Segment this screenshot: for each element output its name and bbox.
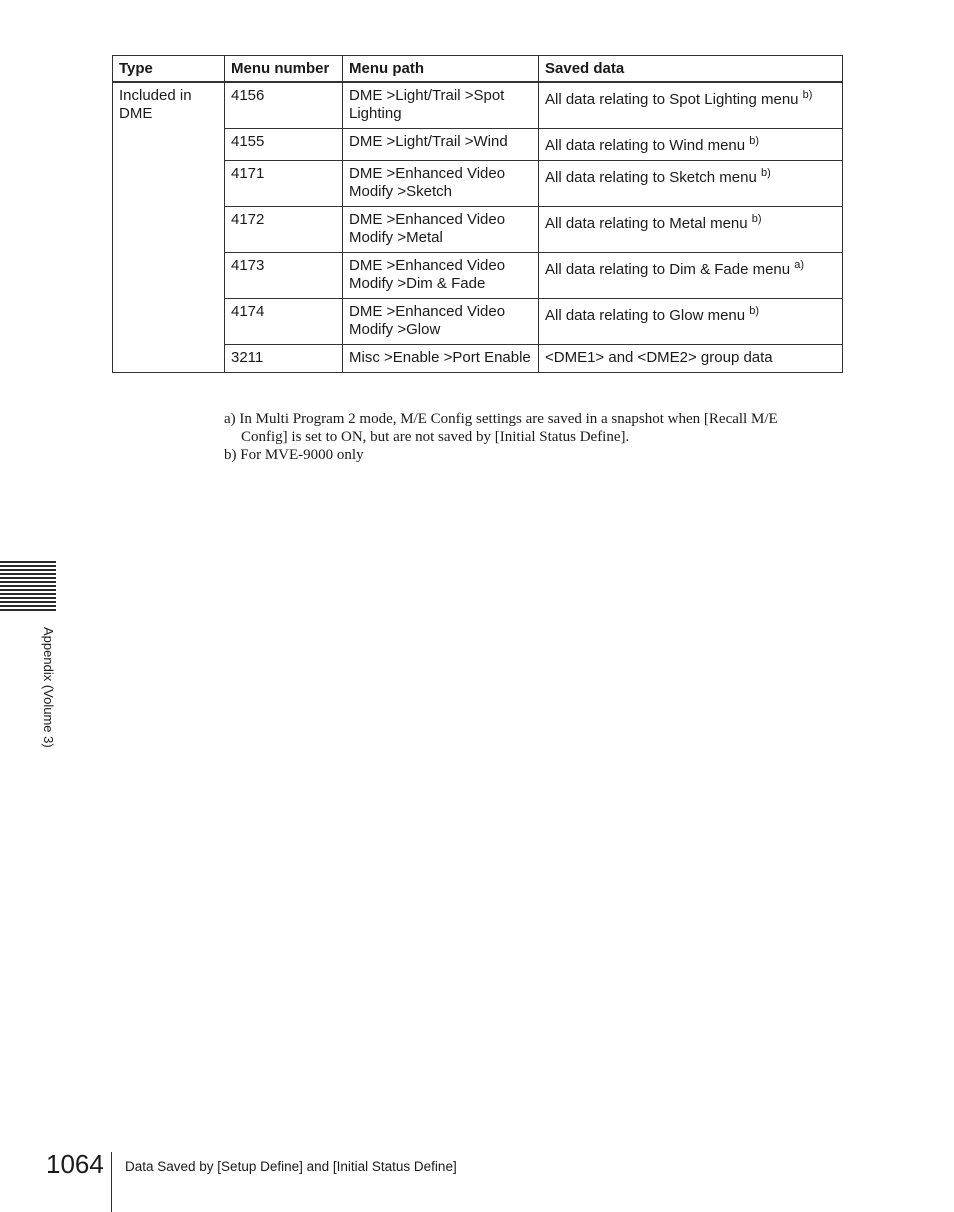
saved-data-cell [539, 129, 843, 161]
footnote-ref: a) [794, 259, 805, 271]
header-saved-data: Saved data [539, 56, 843, 83]
menu-number-cell: 4173 [225, 253, 343, 299]
header-menu-path: Menu path [343, 56, 539, 83]
header-menu-number: Menu number [225, 56, 343, 83]
menu-path-cell: Misc >Enable >Port Enable [343, 345, 539, 373]
menu-number-cell: 4155 [225, 129, 343, 161]
menu-number-cell: 4171 [225, 161, 343, 207]
saved-data-cell [539, 299, 843, 345]
footnote-ref: b) [749, 305, 760, 317]
saved-data-cell [539, 207, 843, 253]
saved-data-text: All data relating to Sketch menu [545, 169, 757, 186]
footnote-ref: b) [802, 89, 813, 101]
table-row [113, 82, 843, 129]
footer-divider [111, 1152, 112, 1212]
footer-title: Data Saved by [Setup Define] and [Initial Status Define] [125, 1159, 457, 1174]
page-number: 1064 [46, 1149, 104, 1179]
saved-data-cell [539, 253, 843, 299]
section-label: Appendix (Volume 3) [41, 627, 56, 748]
menu-path-cell: DME >Enhanced Video Modify >Glow [343, 299, 539, 345]
saved-data-text: All data relating to Glow menu [545, 307, 746, 324]
footnote-ref: b) [749, 135, 760, 147]
footnotes [224, 410, 824, 464]
menu-path-cell: DME >Light/Trail >Wind [343, 129, 539, 161]
menu-path-cell: DME >Enhanced Video Modify >Metal [343, 207, 539, 253]
section-tab-marker [0, 561, 56, 613]
footnote-a: a) In Multi Program 2 mode, M/E Config settings are saved in a snapshot when [Recall M/E Config] is set to ON, but are not saved by [Initial Status Define]. [224, 411, 778, 445]
footnote-b: b) For MVE-9000 only [224, 447, 364, 463]
type-cell: Included in DME [113, 82, 225, 373]
header-type: Type [113, 56, 225, 83]
saved-data-text: All data relating to Metal menu [545, 215, 748, 232]
saved-data-text: All data relating to Spot Lighting menu [545, 91, 799, 108]
menu-number-cell: 3211 [225, 345, 343, 373]
menu-path-cell: DME >Light/Trail >Spot Lighting [343, 82, 539, 129]
saved-data-cell [539, 345, 843, 373]
saved-data-cell [539, 82, 843, 129]
saved-data-table [112, 55, 843, 373]
table-header-row [113, 56, 843, 83]
menu-path-cell: DME >Enhanced Video Modify >Sketch [343, 161, 539, 207]
menu-number-cell: 4172 [225, 207, 343, 253]
menu-number-cell: 4174 [225, 299, 343, 345]
saved-data-text: All data relating to Dim & Fade menu [545, 261, 791, 278]
saved-data-text: All data relating to Wind menu [545, 137, 746, 154]
footnote-ref: b) [760, 167, 771, 179]
footnote-ref: b) [751, 213, 762, 225]
saved-data-cell [539, 161, 843, 207]
saved-data-text: <DME1> and <DME2> group data [545, 349, 773, 366]
menu-number-cell: 4156 [225, 82, 343, 129]
menu-path-cell: DME >Enhanced Video Modify >Dim & Fade [343, 253, 539, 299]
